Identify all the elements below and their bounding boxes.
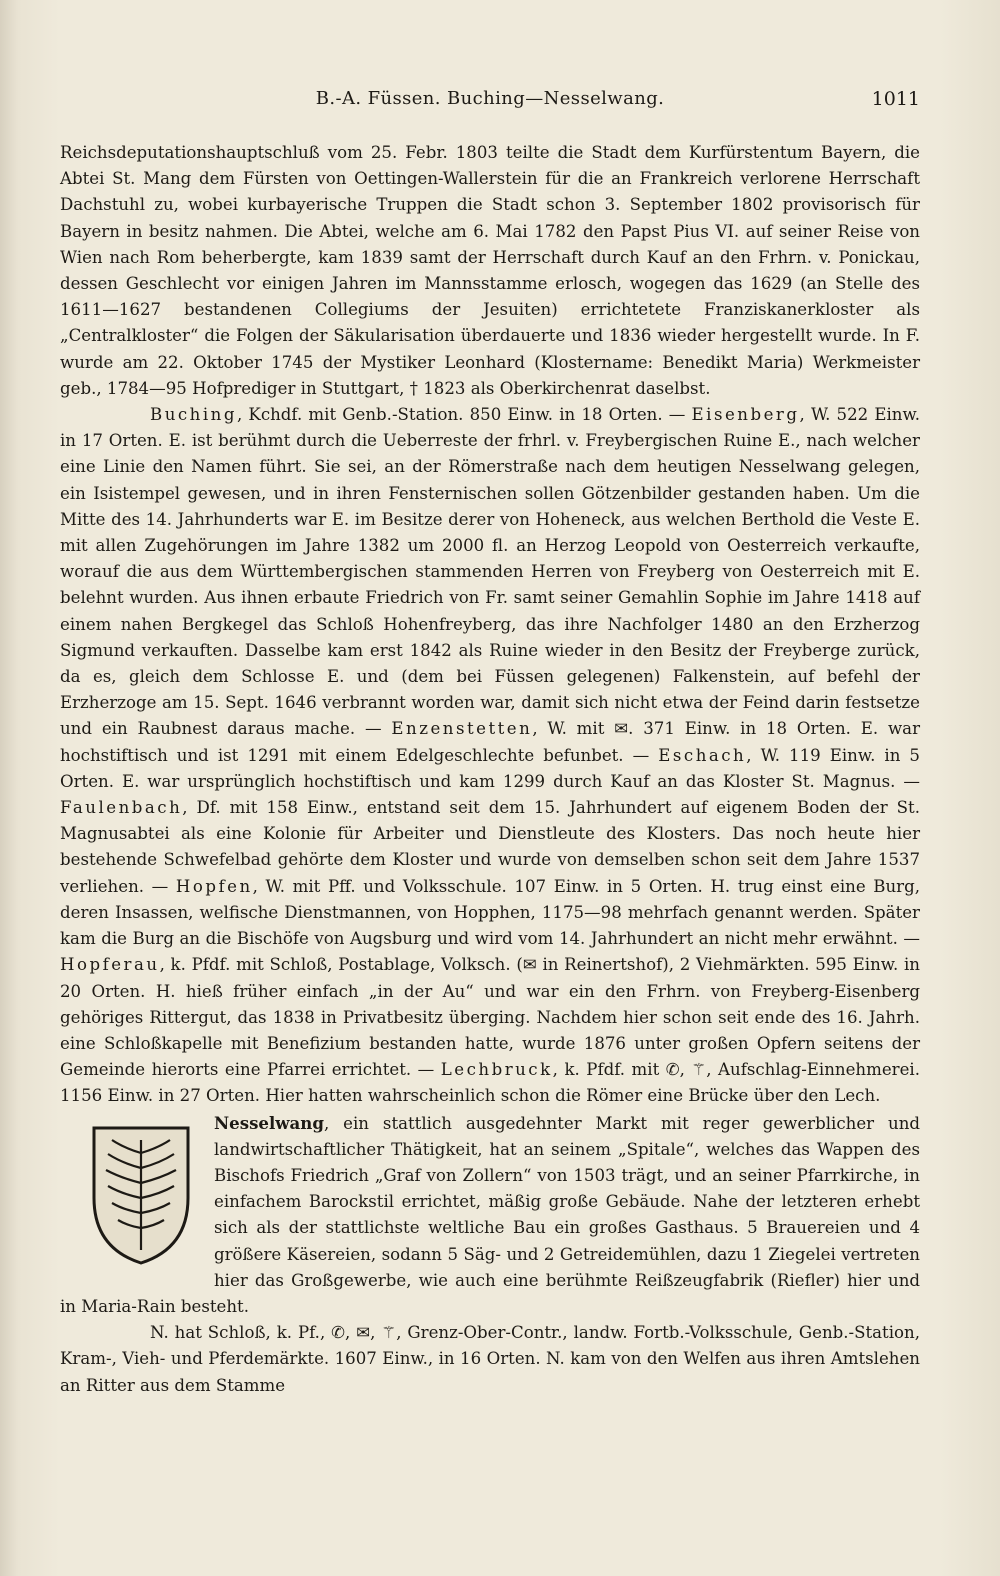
paragraph-nesselwang-facilities: N. hat Schloß, k. Pf., ✆, ✉, ⚚, Grenz-Ober-Contr., landw. Fortb.-Volksschule, Genb.-Station, Kram-, Vieh- und Pferdemärkte. 1607 Einw., in 16 Orten. N. kam von den Welfen aus ihren Amtslehen an Ritter aus dem Stamme (60, 1323, 920, 1395)
entry-text: , W. 119 Einw. in 5 Orten. E. war ursprünglich hochstiftisch und kam 1299 durch Kauf an das Kloster St. Magnus. — (60, 745, 920, 791)
entry-buching: Buching (150, 405, 237, 425)
paragraph-nesselwang (60, 1110, 920, 1321)
entry-faulenbach: Faulenbach (60, 798, 183, 818)
coat-of-arms-icon (86, 1118, 196, 1268)
entry-text: , W. 522 Einw. in 17 Orten. E. ist berühmt durch die Ueberreste der frhrl. v. Freybergischen Ruine E., nach welcher eine Linie den Namen führt. Sie sei, an der Römerstraße nach dem heutigen Nesselwang gelegen, ein Isistempel gewesen, und in ihren Fensternischen sollen Götzenbilder gestanden haben. Um die Mitte des 14. Jahrhunderts war E. im Besitze derer von Hoheneck, aus welchen Berthold die Veste E. mit allen Zugehörungen im Jahre 1382 um 2000 fl. an Herzog Leopold von Oesterreich verkaufte, worauf die aus dem Württembergischen stammenden Herren von Freyberg von Oesterreich mit E. belehnt wurden. Aus ihnen erbaute Friedrich von Fr. samt seiner Gemahlin Sophie im Jahre 1418 auf einem nahen Bergkegel das Schloß Hohenfreyberg, das ihre Nachfolger 1480 an den Erzherzog Sigmund verkauften. Dasselbe kam erst 1842 als Ruine wieder in den Besitz der Freyberge zurück, da es, gleich dem Schlosse E. und (dem bei Füssen gelegenen) Falkenstein, auf befehl der Erzherzoge am 15. Sept. 1646 verbrannt worden war, damit sich nicht etwa der Feind darin festsetze und ein Raubnest daraus mache. — (60, 405, 920, 739)
entry-hopfen: Hopfen (175, 876, 253, 896)
entry-enzenstetten: Enzenstetten (391, 719, 533, 739)
entry-text: , W. mit ✉. 371 Einw. in 18 Orten. E. war hochstiftisch und ist 1291 mit einem Edelgeschlechte befunbet. — (60, 719, 920, 765)
entry-eisenberg: Eisenberg (691, 405, 800, 425)
entry-hopferau: Hopferau (60, 955, 160, 975)
page-number: 1011 (871, 88, 920, 110)
entry-nesselwang: Nesselwang (214, 1112, 324, 1133)
entry-text: , k. Pfdf. mit ✆, ⚚, Aufschlag-Einnehmerei. 1156 Einw. in 27 Orten. Hier hatten wahrscheinlich schon die Römer eine Brücke über den Lech. (60, 1060, 920, 1106)
page-header (60, 88, 920, 118)
entry-text: , W. mit Pff. und Volksschule. 107 Einw. in 5 Orten. H. trug einst eine Burg, deren Insassen, welfische Dienstmannen, von Hopphen, 1175—98 mehrfach genannt werden. Später kam die Burg an die Bischöfe von Augsburg und wird vom 14. Jahrhundert an nicht mehr erwähnt. — (60, 876, 920, 949)
running-title: B.-A. Füssen. Buching—Nesselwang. (315, 88, 665, 109)
entry-text: , Kchdf. mit Genb.-Station. 850 Einw. in 18 Orten. — (236, 405, 692, 425)
entry-lechbruck: Lechbruck (440, 1060, 553, 1080)
entry-eschach: Eschach (658, 745, 747, 765)
paragraph-fuessen-history: Reichsdeputationshauptschluß vom 25. Febr. 1803 teilte die Stadt dem Kurfürstentum Bayern, die Abtei St. Mang dem Fürsten von Oettingen-Wallerstein für die an Frankreich verlorene Herrschaft Dachstuhl zu, wobei kurbayerische Truppen die Stadt schon 3. September 1802 provisorisch für Bayern in besitz nahmen. Die Abtei, welche am 6. Mai 1782 den Papst Pius VI. auf seiner Reise von Wien nach Rom beherbergte, kam 1839 samt der Herrschaft durch Kauf an den Frhrn. v. Ponickau, dessen Geschlecht vor einigen Jahren im Mannsstamme erlosch, wogegen das 1629 (an Stelle des 1611—1627 bestandenen Collegiums der Jesuiten) errichtetete Franziskanerkloster als „Centralkloster“ die Folgen der Säkularisation überdauerte und 1836 wieder hergestellt wurde. In F. wurde am 22. Oktober 1745 der Mystiker Leonhard (Klostername: Benedikt Maria) Werkmeister geb., 1784—95 Hofprediger in Stuttgart, † 1823 als Oberkirchenrat daselbst. (60, 143, 920, 398)
entry-text: , Df. mit 158 Einw., entstand seit dem 15. Jahrhundert auf eigenem Boden der St. Magnusabtei als eine Kolonie für Arbeiter und Dienstleute des Klosters. Das noch heute hier bestehende Schwefelbad gehörte dem Kloster und wurde von demselben schon seit dem Jahre 1537 verliehen. — (60, 798, 920, 896)
entry-text: , k. Pfdf. mit Schloß, Postablage, Volksch. (✉ in Reinertshof), 2 Viehmärkten. 595 Einw. in 20 Orten. H. hieß früher einfach „in der Au“ und war ein den Frhrn. von Freyberg-Eisenberg gehöriges Rittergut, das 1838 in Privatbesitz überging. Nachdem hier schon seit ende des 16. Jahrh. eine Schloßkapelle mit Benefizium bestanden hatte, wurde 1876 unter großen Opfern seitens der Gemeinde hierorts eine Pfarrei errichtet. — (60, 955, 920, 1080)
entry-text: , ein stattlich ausgedehnter Markt mit reger gewerblicher und landwirtschaftlicher Thätigkeit, hat an seinem „Spitale“, welches das Wappen des Bischofs Friedrich „Graf von Zollern“ von 1503 trägt, und an seiner Pfarrkirche, in einfachem Barockstil errichtet, mäßig große Gebäude. Nahe der letzteren erhebt sich als der stattlichste weltliche Bau ein großes Gasthaus. 5 Brauereien und 4 größere Käsereien, sodann 5 Säg- und 2 Getreidemühlen, dazu 1 Ziegelei vertreten hier das Großgewerbe, wie auch eine berühmte Reißzeugfabrik (Riefler) hier und in Maria-Rain besteht. (60, 1113, 920, 1316)
paragraph-buching (60, 402, 920, 1109)
body-text (60, 140, 920, 1399)
